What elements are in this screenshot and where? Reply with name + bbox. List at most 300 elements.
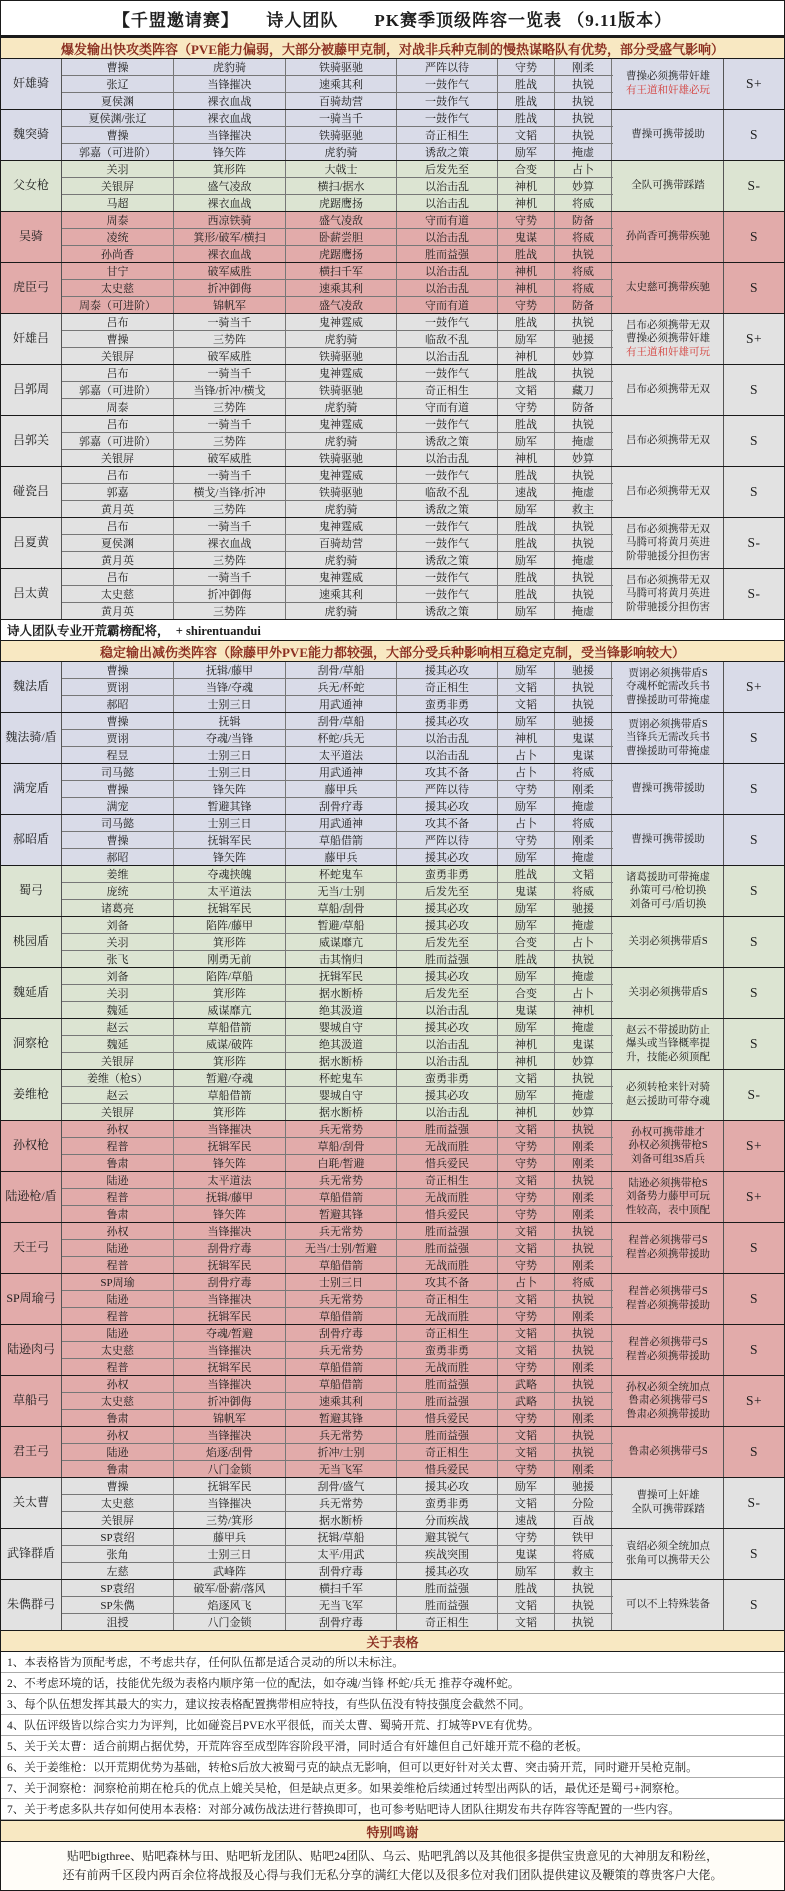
- about-item: 6、关于姜维枪：以开荒期优势为基础，转枪S后放大被蜀弓克的缺点无影响，但可以更好针对关太曹、突击骑开荒，同时避开吴枪克制。: [1, 1757, 784, 1778]
- tactic-cell: 盛气凌敌: [286, 297, 397, 313]
- tactic-cell: 蛮勇非勇: [397, 1495, 498, 1511]
- tactic-cell: 后发先至: [397, 883, 498, 899]
- hero-row: [62, 1036, 613, 1053]
- tactic-cell: 胜而益强: [397, 1376, 498, 1392]
- stat-cell: 占卜: [498, 1274, 555, 1290]
- tactic-cell: 以治击乱: [397, 280, 498, 296]
- tactic-cell: 草船借箭: [286, 1359, 397, 1375]
- tactic-cell: 箕形阵: [174, 1053, 286, 1069]
- group-name: 君王弓: [1, 1427, 62, 1477]
- tactic-cell: 鬼神霆威: [286, 314, 397, 330]
- hero-row: [62, 662, 613, 679]
- tactic-cell: 当锋摧决: [174, 1376, 286, 1392]
- hero-name-cell: 黄月英: [62, 501, 174, 517]
- stat-cell: 刚柔: [555, 1461, 612, 1477]
- tactic-cell: 奇正相生: [397, 1291, 498, 1307]
- tactic-cell: 一鼓作气: [397, 314, 498, 330]
- tactic-cell: 草船借箭: [286, 1257, 397, 1273]
- tactic-cell: 一骑当千: [174, 518, 286, 534]
- tactic-cell: 百骑劫营: [286, 535, 397, 551]
- hero-name-cell: 吕布: [62, 416, 174, 432]
- tactic-cell: 鬼神霆威: [286, 365, 397, 381]
- hero-name-cell: 程普: [62, 1138, 174, 1154]
- tactic-cell: 杯蛇鬼车: [286, 1070, 397, 1086]
- note-line: 有王道和奸雄可玩: [626, 346, 710, 358]
- stat-cell: 鬼谋: [555, 1036, 612, 1052]
- tactic-cell: 惜兵爱民: [397, 1410, 498, 1426]
- stat-cell: 执锐: [555, 1291, 612, 1307]
- stat-cell: 执锐: [555, 1376, 612, 1392]
- lineup-group: [1, 1528, 784, 1579]
- stat-cell: 执锐: [555, 127, 612, 143]
- tactic-cell: 诱敌之策: [397, 603, 498, 619]
- stat-cell: 励军: [498, 552, 555, 568]
- stat-cell: 文韬: [498, 1240, 555, 1256]
- stat-cell: 掩虚: [555, 1019, 612, 1035]
- hero-name-cell: 马超: [62, 195, 174, 211]
- stat-cell: 占卜: [498, 764, 555, 780]
- lineup-group: [1, 1171, 784, 1222]
- note-line: 鲁肃必须携带弓S: [628, 1395, 708, 1407]
- stat-cell: 驰援: [555, 713, 612, 729]
- hero-row: [62, 603, 613, 619]
- hero-row: [62, 416, 613, 433]
- tactic-cell: 太平道法: [174, 883, 286, 899]
- tactic-cell: 箕形阵: [174, 1104, 286, 1120]
- tactic-cell: 藤甲兵: [174, 1529, 286, 1545]
- tactic-cell: 胜而益强: [397, 1393, 498, 1409]
- hero-row: [62, 883, 613, 900]
- group-note: [613, 764, 724, 814]
- tactic-cell: 三势阵: [174, 552, 286, 568]
- hero-row: [62, 985, 613, 1002]
- rating-badge: S: [749, 832, 758, 847]
- tactic-cell: 刮骨/草船: [286, 713, 397, 729]
- stat-cell: 守势: [498, 59, 555, 75]
- note-line: 陆逊必须携带枪S: [628, 1177, 708, 1189]
- tactic-cell: 折冲御侮: [174, 586, 286, 602]
- stat-cell: 执锐: [555, 535, 612, 551]
- tactic-cell: 兵无常势: [286, 1427, 397, 1443]
- hero-row: [62, 1189, 613, 1206]
- hero-row: [62, 1614, 613, 1630]
- tactic-cell: 锦帆军: [174, 1410, 286, 1426]
- hero-name-cell: 孙权: [62, 1121, 174, 1137]
- stat-cell: 励军: [498, 662, 555, 678]
- tactic-cell: 一骑当千: [174, 314, 286, 330]
- tactic-cell: 无当飞军: [286, 1597, 397, 1613]
- tactic-cell: 刮骨/盛气: [286, 1478, 397, 1494]
- tactic-cell: 铁骑驱驰: [286, 348, 397, 364]
- tactic-cell: 卧薪尝胆: [286, 229, 397, 245]
- hero-name-cell: 曹操: [62, 59, 174, 75]
- stat-cell: 鬼谋: [498, 1002, 555, 1018]
- tactic-cell: 刮骨疗毒: [174, 1274, 286, 1290]
- tactic-cell: 抚辑军民: [174, 1359, 286, 1375]
- hero-row: [62, 178, 613, 195]
- note-line: 曹操援助可带掩虚: [626, 745, 710, 757]
- lineup-group: [1, 1426, 784, 1477]
- note-line: 程普必须携带援助: [626, 1300, 710, 1311]
- rating-badge: S-: [747, 535, 761, 550]
- note-line: 吕布必须携带无双: [626, 435, 710, 447]
- hero-row: [62, 917, 613, 934]
- hero-name-cell: 左慈: [62, 1563, 174, 1579]
- lineup-group: [1, 364, 784, 415]
- tactic-cell: 守而有道: [397, 212, 498, 228]
- tactic-cell: 士别三日: [174, 696, 286, 712]
- group-name: 吕太黄: [1, 569, 62, 619]
- hero-name-cell: 关银屏: [62, 1104, 174, 1120]
- hero-row: [62, 263, 613, 280]
- tactic-cell: 胜而益强: [397, 1223, 498, 1239]
- group-note: [613, 1478, 724, 1528]
- note-line: 孙权必须全统加点: [626, 1381, 710, 1393]
- tactic-cell: 虎豹骑: [286, 433, 397, 449]
- tactic-cell: 一骑当千: [174, 416, 286, 432]
- tactic-cell: 草船借箭: [174, 1019, 286, 1035]
- stat-cell: 武略: [498, 1376, 555, 1392]
- hero-row: [62, 934, 613, 951]
- tactic-cell: 草船/刮骨: [286, 900, 397, 916]
- group-rows: [62, 518, 613, 568]
- hero-name-cell: 魏延: [62, 1002, 174, 1018]
- tactic-cell: 三势阵: [174, 501, 286, 517]
- hero-row: [62, 1053, 613, 1069]
- tactic-cell: 援其必攻: [397, 1019, 498, 1035]
- stat-cell: 胜战: [498, 1580, 555, 1596]
- stat-cell: 执锐: [555, 1393, 612, 1409]
- hero-name-cell: 陆逊: [62, 1325, 174, 1341]
- hero-row: [62, 1019, 613, 1036]
- stat-cell: 文韬: [498, 1172, 555, 1188]
- stat-cell: 百战: [555, 1512, 612, 1528]
- group-note: [613, 1325, 724, 1375]
- hero-name-cell: 郝昭: [62, 696, 174, 712]
- rating-badge: S: [749, 280, 758, 295]
- rating-badge: S+: [745, 679, 763, 694]
- note-line: 曹操必须携带奸雄: [626, 71, 710, 83]
- tactic-cell: 援其必攻: [397, 713, 498, 729]
- note-line: 爆头或当锋概率提: [626, 1038, 710, 1050]
- hero-row: [62, 1359, 613, 1375]
- tactic-cell: 草船借箭: [286, 832, 397, 848]
- group-note: [613, 713, 724, 763]
- tactic-cell: 刮骨疗毒: [286, 798, 397, 814]
- tactic-cell: 鬼神霆威: [286, 518, 397, 534]
- hero-name-cell: 太史慈: [62, 1393, 174, 1409]
- rating-badge: S: [749, 1444, 758, 1459]
- group-note: [613, 1223, 724, 1273]
- tactic-cell: 后发先至: [397, 934, 498, 950]
- stat-cell: 执锐: [555, 246, 612, 262]
- tactic-cell: 援其必攻: [397, 968, 498, 984]
- hero-name-cell: 黄月英: [62, 603, 174, 619]
- tactic-cell: 抚辑/草船: [286, 1529, 397, 1545]
- stat-cell: 守势: [498, 781, 555, 797]
- tactic-cell: 胜而益强: [397, 951, 498, 967]
- tactic-cell: 无战而胜: [397, 1257, 498, 1273]
- note-line: 程普必须携带援助: [626, 1351, 710, 1362]
- note-line: 张角可以携带天公: [626, 1555, 710, 1566]
- tactic-cell: 横戈/当锋/折冲: [174, 484, 286, 500]
- note-line: 曹操可携带援助: [631, 783, 705, 795]
- stat-cell: 执锐: [555, 1223, 612, 1239]
- tactic-cell: 藤甲兵: [286, 849, 397, 865]
- tactic-cell: 无战而胜: [397, 1308, 498, 1324]
- stat-cell: 速战: [498, 1512, 555, 1528]
- hero-name-cell: 关银屏: [62, 1512, 174, 1528]
- hero-row: [62, 747, 613, 763]
- note-line: 吕布必须携带无双: [626, 574, 710, 586]
- stat-cell: 胜战: [498, 93, 555, 109]
- note-line: 关羽必须携带盾S: [628, 936, 708, 948]
- group-rows: [62, 866, 613, 916]
- tactic-cell: 后发先至: [397, 985, 498, 1001]
- tactic-cell: 锋矢阵: [174, 781, 286, 797]
- stat-cell: 文韬: [498, 1342, 555, 1358]
- note-line: 当锋兵无需改兵书: [626, 732, 710, 744]
- tactic-cell: 夺魂/当锋: [174, 730, 286, 746]
- hero-name-cell: 赵云: [62, 1087, 174, 1103]
- credits-line: 贴吧bigthree、贴吧森林与田、贴吧斩龙团队、贴吧24团队、乌云、贴吧乳鸽以及其他很多提供宝贵意见的大神朋友和粉丝，: [66, 1849, 719, 1863]
- tactic-cell: 暂避其锋: [286, 1410, 397, 1426]
- hero-name-cell: SP袁绍: [62, 1580, 174, 1596]
- hero-name-cell: 关银屏: [62, 348, 174, 364]
- hero-row: [62, 968, 613, 985]
- stat-cell: 文韬: [498, 1070, 555, 1086]
- hero-name-cell: 周泰: [62, 212, 174, 228]
- tactic-cell: 临敌不乱: [397, 331, 498, 347]
- tactic-cell: 以治击乱: [397, 450, 498, 466]
- tactic-cell: 避其锐气: [397, 1529, 498, 1545]
- tactic-cell: 锋矢阵: [174, 1155, 286, 1171]
- hero-row: [62, 569, 613, 586]
- group-rows: [62, 263, 613, 313]
- hero-row: [62, 450, 613, 466]
- tactic-cell: 无当飞军: [286, 1461, 397, 1477]
- group-name: 陆逊肉弓: [1, 1325, 62, 1375]
- tactic-cell: 兵无常势: [286, 1495, 397, 1511]
- stat-cell: 执锐: [555, 467, 612, 483]
- hero-row: [62, 127, 613, 144]
- stat-cell: 执锐: [555, 1427, 612, 1443]
- about-header: 关于表格: [1, 1630, 784, 1652]
- rating-badge: S: [749, 433, 758, 448]
- rating-badge: S: [749, 1342, 758, 1357]
- lineup-group: [1, 211, 784, 262]
- note-line: 鲁肃必须携带弓S: [628, 1446, 708, 1458]
- rating-badge: S-: [747, 178, 761, 193]
- tactic-cell: 胜而益强: [397, 1597, 498, 1613]
- tactic-cell: 大戟士: [286, 161, 397, 177]
- hero-name-cell: 程普: [62, 1308, 174, 1324]
- tactic-cell: 裸衣血战: [174, 535, 286, 551]
- stat-cell: 执锐: [555, 1172, 612, 1188]
- group-name: 洞察枪: [1, 1019, 62, 1069]
- group-note: [613, 815, 724, 865]
- group-rows: [62, 59, 613, 109]
- note-line: 程普必须携带援助: [626, 1249, 710, 1260]
- group-note: [613, 416, 724, 466]
- group-name: 吕郭周: [1, 365, 62, 415]
- note-line: 吕布必须携带无双: [626, 384, 710, 396]
- tactic-cell: 破军威胜: [174, 450, 286, 466]
- hero-name-cell: 孙权: [62, 1427, 174, 1443]
- rating-badge: S: [749, 127, 758, 142]
- lineup-group: [1, 1069, 784, 1120]
- note-line: 夺魂杯蛇需改兵书: [626, 681, 710, 693]
- tactic-cell: 太平道法: [286, 747, 397, 763]
- hero-row: [62, 229, 613, 246]
- note-line: 曹操可携带援助: [631, 129, 705, 141]
- hero-row: [62, 1410, 613, 1426]
- hero-row: [62, 93, 613, 109]
- group-note: [613, 1427, 724, 1477]
- tactic-cell: 当锋摧决: [174, 1342, 286, 1358]
- group-rows: [62, 110, 613, 160]
- tactic-cell: 兵无/杯蛇: [286, 679, 397, 695]
- stat-cell: 文韬: [498, 1427, 555, 1443]
- stat-cell: 文韬: [498, 1495, 555, 1511]
- stat-cell: 执锐: [555, 518, 612, 534]
- tactic-cell: 援其必攻: [397, 917, 498, 933]
- hero-row: [62, 433, 613, 450]
- tactic-cell: 铁骑驱驰: [286, 484, 397, 500]
- hero-row: [62, 1172, 613, 1189]
- stat-cell: 文韬: [498, 1291, 555, 1307]
- note-line: 赵云不带援助防止: [626, 1024, 710, 1036]
- stat-cell: 执锐: [555, 1444, 612, 1460]
- tactic-cell: 刮骨/草船: [286, 662, 397, 678]
- hero-row: [62, 552, 613, 568]
- tactic-cell: 裸衣血战: [174, 93, 286, 109]
- hero-row: [62, 1155, 613, 1171]
- hero-row: [62, 501, 613, 517]
- stat-cell: 掩虚: [555, 552, 612, 568]
- group-rows: [62, 569, 613, 619]
- hero-row: [62, 1223, 613, 1240]
- stat-cell: 守势: [498, 1257, 555, 1273]
- hero-name-cell: 满宠: [62, 798, 174, 814]
- hero-row: [62, 1138, 613, 1155]
- tactic-cell: 锋矢阵: [174, 849, 286, 865]
- tactic-cell: 刮骨疗毒: [286, 1325, 397, 1341]
- group-name: 奸雄吕: [1, 314, 62, 364]
- page-title: 【千盟邀请赛】 诗人团队 PK赛季顶级阵容一览表 （9.11版本）: [1, 1, 784, 37]
- stat-cell: 胜战: [498, 518, 555, 534]
- tactic-cell: 一骑当千: [174, 467, 286, 483]
- stat-cell: 执锐: [555, 1070, 612, 1086]
- group-note: [613, 1274, 724, 1324]
- hero-row: [62, 1512, 613, 1528]
- stat-cell: 驰援: [555, 900, 612, 916]
- hero-name-cell: 吕布: [62, 467, 174, 483]
- lineup-group: [1, 415, 784, 466]
- rating-badge: S+: [745, 1138, 763, 1153]
- stat-cell: 励军: [498, 144, 555, 160]
- stat-cell: 执锐: [555, 1240, 612, 1256]
- hero-row: [62, 1393, 613, 1410]
- tactic-cell: 杯蛇鬼车: [286, 866, 397, 882]
- stat-cell: 防备: [555, 399, 612, 415]
- lineup-group: [1, 865, 784, 916]
- group-rows: [62, 365, 613, 415]
- hero-row: [62, 1240, 613, 1257]
- hero-row: [62, 59, 613, 76]
- hero-name-cell: 甘宁: [62, 263, 174, 279]
- stat-cell: 将威: [555, 195, 612, 211]
- group-note: [613, 1019, 724, 1069]
- hero-row: [62, 1563, 613, 1579]
- tactic-cell: 蛮勇非勇: [397, 1070, 498, 1086]
- stat-cell: 速战: [498, 484, 555, 500]
- lineup-group: [1, 466, 784, 517]
- tactic-cell: 惜兵爱民: [397, 1206, 498, 1222]
- lineup-group: [1, 313, 784, 364]
- stat-cell: 占卜: [555, 161, 612, 177]
- stat-cell: 妙算: [555, 1053, 612, 1069]
- lineup-group: [1, 1222, 784, 1273]
- stat-cell: 合变: [498, 934, 555, 950]
- hero-row: [62, 586, 613, 603]
- hero-name-cell: 曹操: [62, 127, 174, 143]
- hero-row: [62, 866, 613, 883]
- stat-cell: 文韬: [498, 1444, 555, 1460]
- tactic-cell: 一鼓作气: [397, 467, 498, 483]
- tactic-cell: 威谋靡亢: [174, 1002, 286, 1018]
- stat-cell: 文韬: [555, 866, 612, 882]
- hero-row: [62, 297, 613, 313]
- stat-cell: 文韬: [498, 382, 555, 398]
- group-rows: [62, 314, 613, 364]
- rating-badge: S: [749, 1291, 758, 1306]
- group-name: 吴骑: [1, 212, 62, 262]
- hero-name-cell: 陆逊: [62, 1240, 174, 1256]
- group-rows: [62, 1274, 613, 1324]
- tactic-cell: 铁骑驱驰: [286, 127, 397, 143]
- hero-name-cell: 关羽: [62, 934, 174, 950]
- tactic-cell: 虎豹骑: [286, 552, 397, 568]
- group-name: 吕郭关: [1, 416, 62, 466]
- stat-cell: 执锐: [555, 1325, 612, 1341]
- lineup-group: [1, 916, 784, 967]
- stat-cell: 励军: [498, 331, 555, 347]
- tactic-cell: 箕形阵: [174, 161, 286, 177]
- tactic-cell: 虎豹骑: [286, 603, 397, 619]
- tactic-cell: 奇正相生: [397, 679, 498, 695]
- hero-row: [62, 1291, 613, 1308]
- stat-cell: 掩虚: [555, 917, 612, 933]
- tactic-cell: 暂避其锋: [286, 1206, 397, 1222]
- note-line: 程普必须携带弓S: [628, 1235, 708, 1247]
- tactic-cell: 盛气凌敌: [174, 178, 286, 194]
- tactic-cell: 鬼神霆威: [286, 467, 397, 483]
- tactic-cell: 婴城自守: [286, 1019, 397, 1035]
- stat-cell: 守势: [498, 1461, 555, 1477]
- tactic-cell: 据水断桥: [286, 985, 397, 1001]
- about-item: 7、关于考虑多队共存如何使用本表格：对部分减伤战法进行替换即可，也可参考贴吧诗人团队往期发布共存阵容等配置的一些内容。: [1, 1799, 784, 1820]
- tactic-cell: 胜而益强: [397, 1427, 498, 1443]
- tactic-cell: 援其必攻: [397, 798, 498, 814]
- tactic-cell: 太平道法: [174, 1172, 286, 1188]
- note-line: 性较高，表中顶配: [626, 1204, 710, 1216]
- group-note: [613, 161, 724, 211]
- group-rows: [62, 662, 613, 712]
- tactic-cell: 抚辑军民: [286, 968, 397, 984]
- group-rows: [62, 917, 613, 967]
- tactic-cell: 一鼓作气: [397, 518, 498, 534]
